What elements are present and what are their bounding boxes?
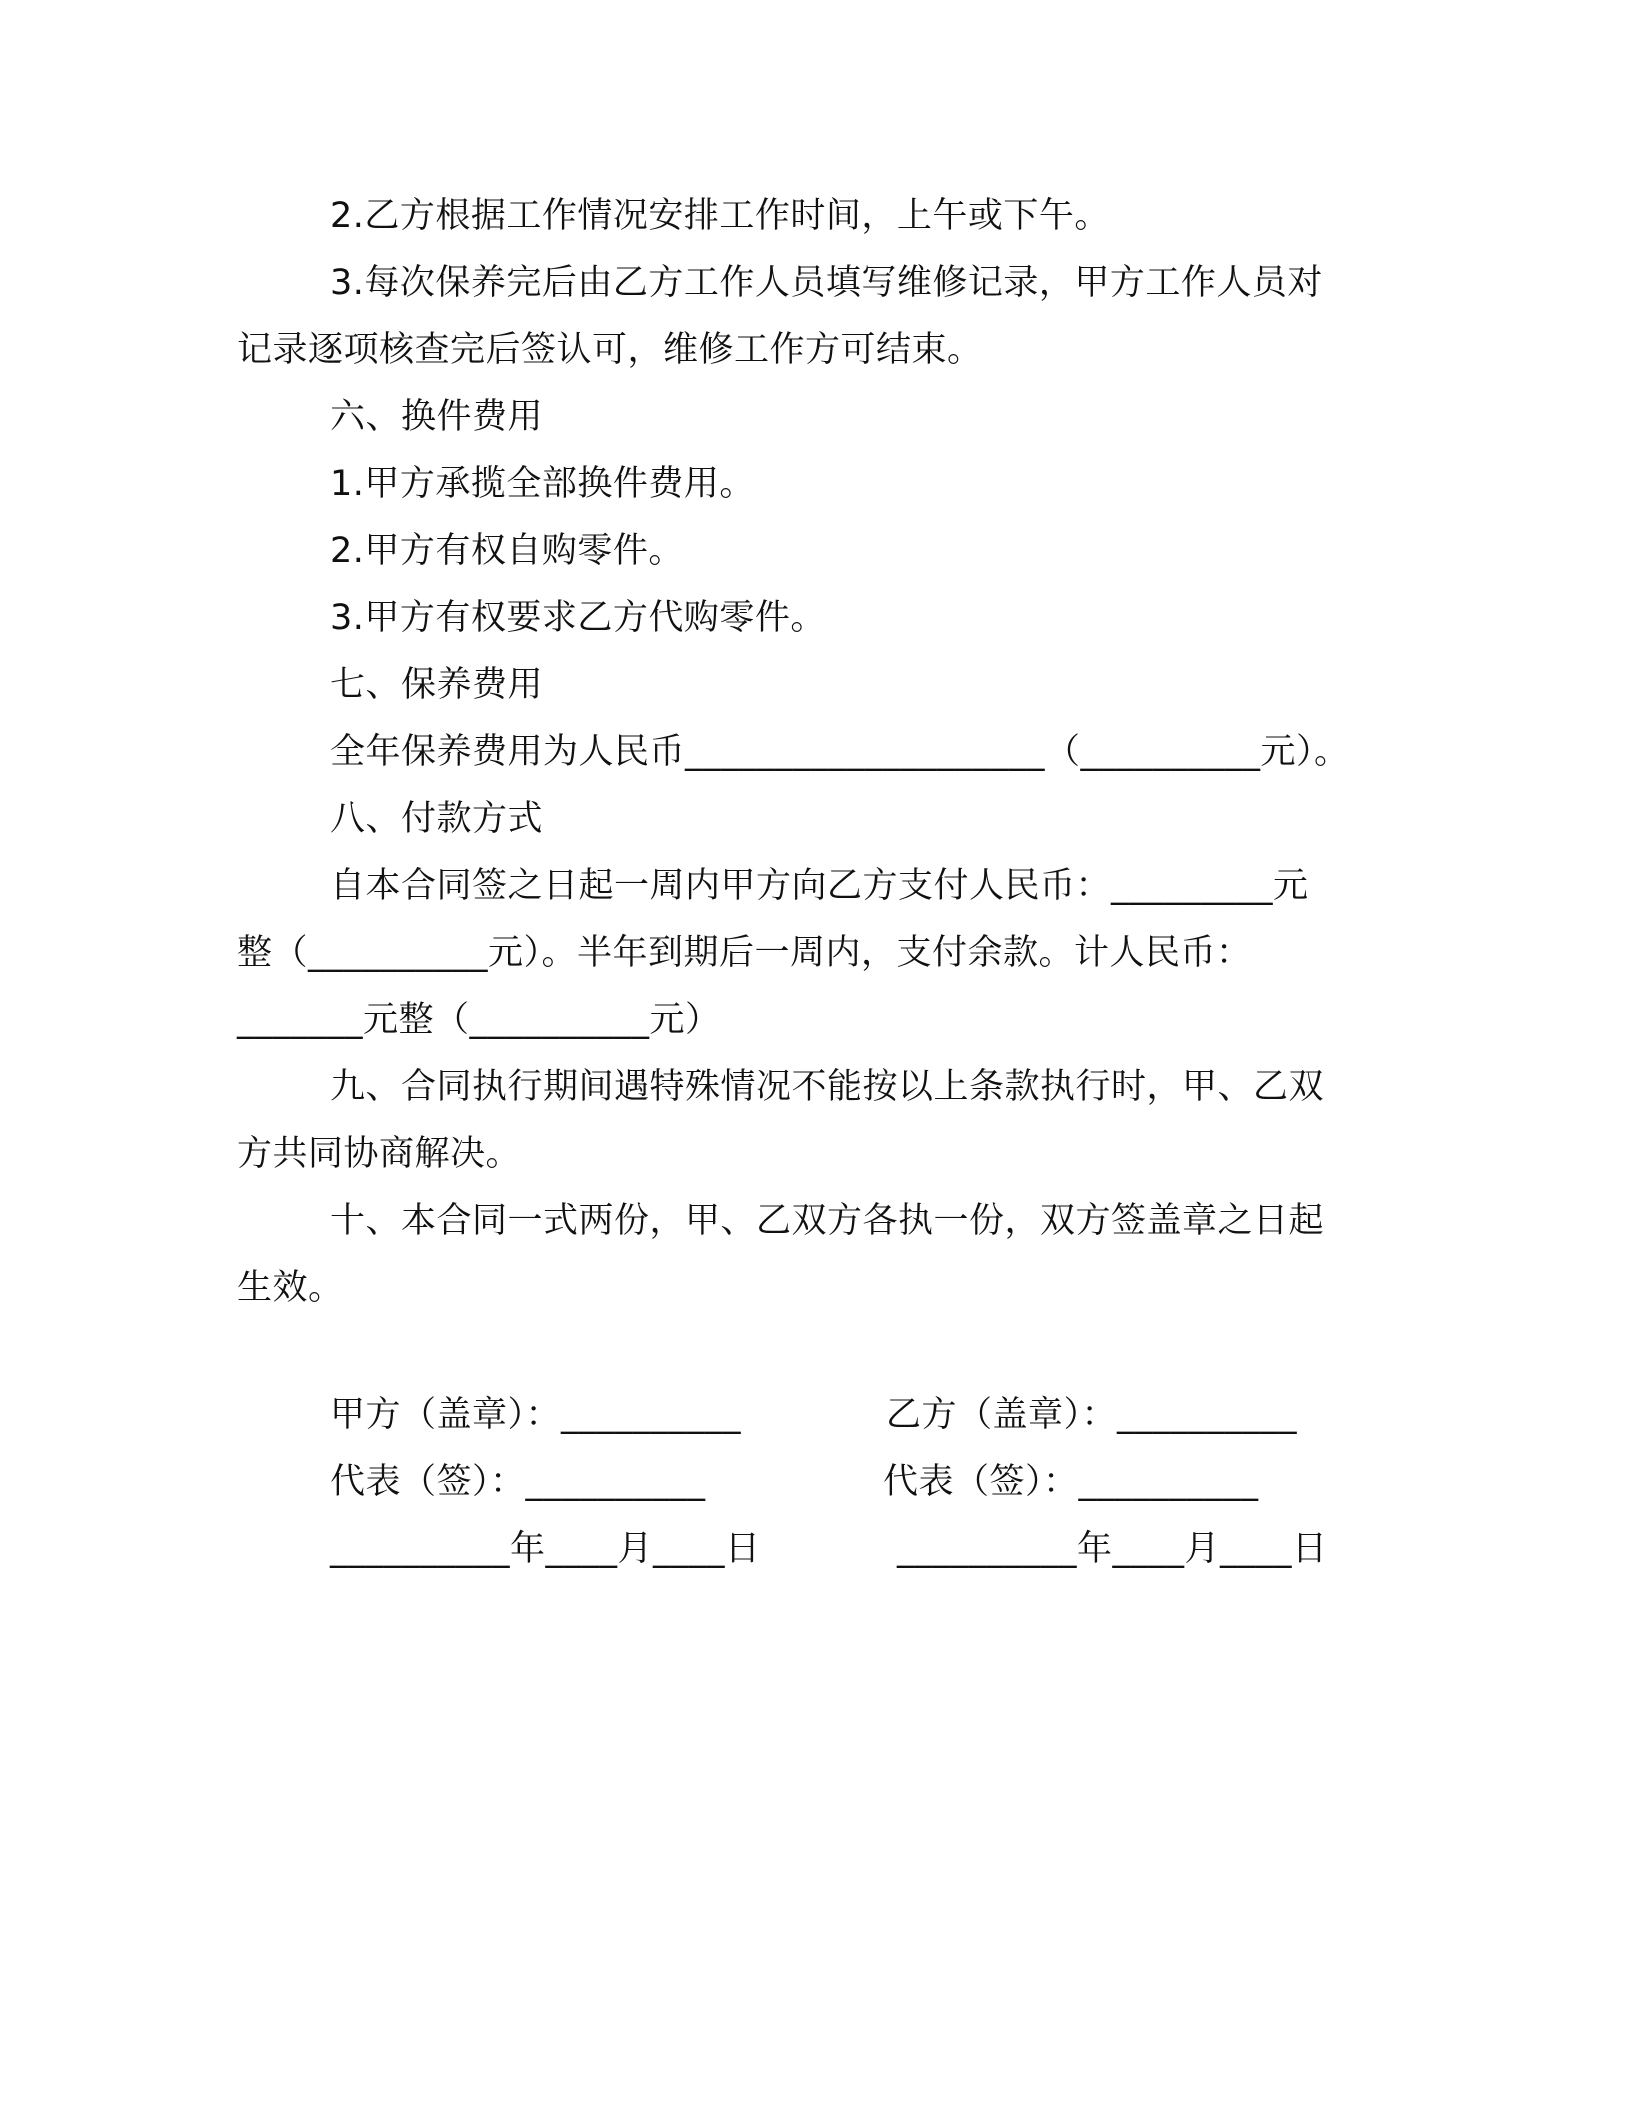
item-5-3-line-2: 记录逐项核查完后签认可，维修工作方可结束。 bbox=[237, 330, 983, 370]
clause-10-line-2: 生效。 bbox=[237, 1268, 344, 1308]
clause-9-line-1: 九、合同执行期间遇特殊情况不能按以上条款执行时，甲、乙双 bbox=[330, 1067, 1325, 1107]
clause-9-line-2: 方共同协商解决。 bbox=[237, 1134, 522, 1174]
item-6-1-line: 1.甲方承揽全部换件费用。 bbox=[330, 464, 755, 504]
clause-10-line-1: 十、本合同一式两份，甲、乙双方各执一份，双方签盖章之日起 bbox=[330, 1201, 1325, 1241]
item-5-2-line-1: 2.乙方根据工作情况安排工作时间，上午或下午。 bbox=[330, 196, 1110, 236]
payment-line-3: _______元整（__________元） bbox=[237, 1000, 721, 1040]
party-b-representative: 代表（签）：__________ bbox=[883, 1462, 1259, 1502]
section-heading-7: 七、保养费用 bbox=[330, 665, 544, 705]
item-6-2-line: 2.甲方有权自购零件。 bbox=[330, 531, 684, 571]
maintenance-fee-line: 全年保养费用为人民币____________________（__________元）。 bbox=[330, 732, 1350, 772]
section-heading-8: 八、付款方式 bbox=[330, 799, 544, 839]
party-a-date: __________年____月____日 bbox=[330, 1529, 761, 1569]
party-a-representative: 代表（签）：__________ bbox=[330, 1462, 706, 1502]
party-b-date: __________年____月____日 bbox=[897, 1529, 1328, 1569]
section-heading-6: 六、换件费用 bbox=[330, 397, 544, 437]
party-a-seal: 甲方（盖章）：__________ bbox=[330, 1395, 742, 1435]
payment-line-1: 自本合同签之日起一周内甲方向乙方支付人民币：_________元 bbox=[330, 866, 1309, 906]
item-6-3-line: 3.甲方有权要求乙方代购零件。 bbox=[330, 598, 826, 638]
item-5-3-line-1: 3.每次保养完后由乙方工作人员填写维修记录，甲方工作人员对 bbox=[330, 263, 1323, 303]
payment-line-2: 整（__________元）。半年到期后一周内，支付余款。计人民币： bbox=[237, 933, 1252, 973]
party-b-seal: 乙方（盖章）：__________ bbox=[886, 1395, 1298, 1435]
